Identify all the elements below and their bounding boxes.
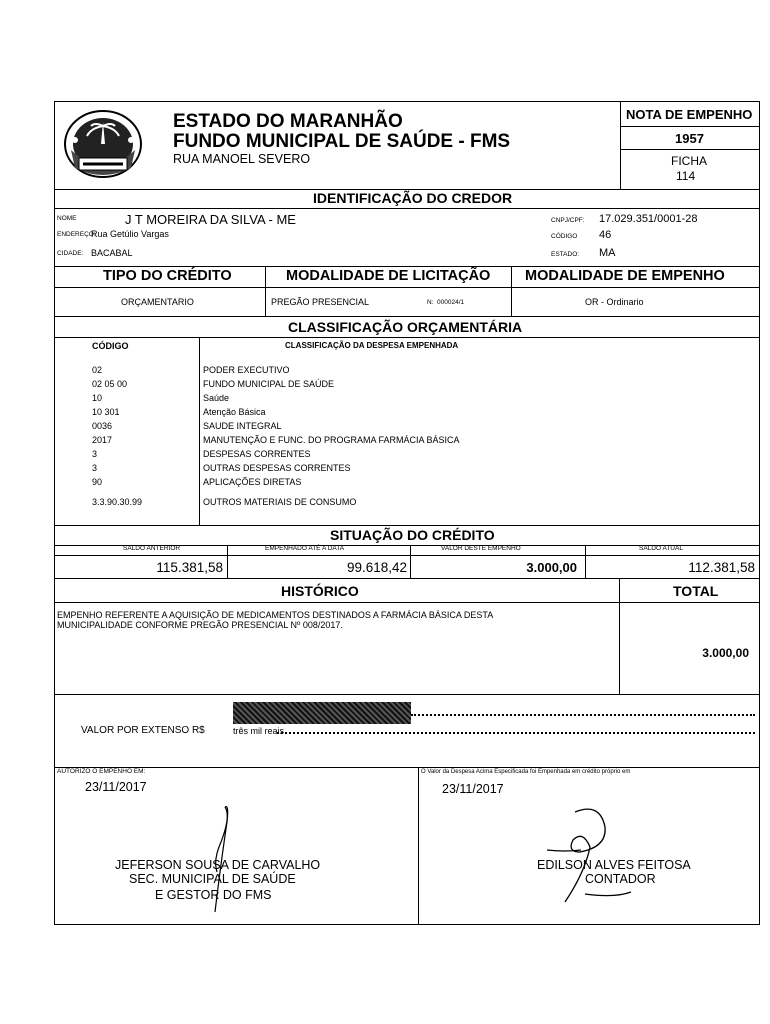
municipal-seal-icon <box>61 108 145 180</box>
commitment-title: MODALIDADE DE EMPENHO <box>525 268 725 284</box>
budget-desc: FUNDO MUNICIPAL DE SAÚDE <box>203 379 335 389</box>
city-label: CIDADE: <box>57 250 84 257</box>
budget-desc: Atenção Básica <box>203 407 266 417</box>
budget-code: 10 <box>92 393 103 403</box>
empenho-form <box>54 101 760 925</box>
budget-desc: SAUDE INTEGRAL <box>203 421 282 431</box>
total-title: TOTAL <box>673 583 719 599</box>
name-label: NOME <box>57 215 77 222</box>
budget-code: 0036 <box>92 421 113 431</box>
ficha-label: FICHA <box>671 154 707 168</box>
this-commitment-value: 3.000,00 <box>526 560 577 575</box>
budget-desc-header: CLASSIFICAÇÃO DA DESPESA EMPENHADA <box>285 341 459 350</box>
signer-2-role: CONTADOR <box>585 872 656 886</box>
signer-1-role-2: E GESTOR DO FMS <box>155 888 272 902</box>
budget-desc: APLICAÇÕES DIRETAS <box>203 477 302 487</box>
total-value: 3.000,00 <box>702 646 749 660</box>
bidding-number-label: N: <box>427 299 434 306</box>
budget-section-title: CLASSIFICAÇÃO ORÇAMENTÁRIA <box>288 319 523 335</box>
budget-desc: OUTROS MATERIAIS DE CONSUMO <box>203 497 357 507</box>
creditor-section-title: IDENTIFICAÇÃO DO CREDOR <box>313 190 513 206</box>
creditor-address: Rua Getúlio Vargas <box>91 229 169 239</box>
budget-desc: DESPESAS CORRENTES <box>203 449 311 459</box>
budget-desc: MANUTENÇÃO E FUNC. DO PROGRAMA FARMÁCIA BÁSICA <box>203 435 460 445</box>
bidding-value: PREGÃO PRESENCIAL <box>271 297 370 307</box>
budget-code: 02 05 00 <box>92 379 128 389</box>
this-value-label: VALOR DESTE EMPENHO <box>441 545 521 552</box>
budget-desc: PODER EXECUTIVO <box>203 365 290 375</box>
budget-code: 3.3.90.30.99 <box>92 497 143 507</box>
redaction-bar <box>233 702 411 724</box>
previous-balance-label: SALDO ANTERIOR <box>123 545 181 552</box>
ficha-number: 114 <box>676 169 696 183</box>
signature-2 <box>545 802 635 912</box>
credit-type-title: TIPO DO CRÉDITO <box>103 268 232 284</box>
budget-desc: Saúde <box>203 393 230 403</box>
budget-code: 2017 <box>92 435 113 445</box>
code-label: CÓDIGO <box>551 233 578 240</box>
credit-status-title: SITUAÇÃO DO CRÉDITO <box>330 527 495 543</box>
history-title: HISTÓRICO <box>281 583 359 599</box>
creditor-code: 46 <box>599 229 612 241</box>
authorized-label: AUTORIZO O EMPENHO EM: <box>57 768 146 775</box>
state-label: ESTADO: <box>551 251 580 258</box>
reserved-date: 23/11/2017 <box>442 782 504 796</box>
credit-type-value: ORÇAMENTARIO <box>121 297 194 307</box>
amount-words-label: VALOR POR EXTENSO R$ <box>81 725 205 736</box>
history-text-line-1: EMPENHO REFERENTE A AQUISIÇÃO DE MEDICAMENTOS DESTINADOS A FARMÁCIA BÁSICA DESTA <box>57 610 494 620</box>
history-text-line-2: MUNICIPALIDADE CONFORME PREGÃO PRESENCIAL Nº 008/2017. <box>57 620 343 630</box>
current-balance: 112.381,58 <box>688 560 755 575</box>
signer-1-name: JEFERSON SOUSA DE CARVALHO <box>115 858 321 872</box>
fund-title: FUNDO MUNICIPAL DE SAÚDE - FMS <box>173 131 511 152</box>
amount-words-value: três mil reais <box>233 726 285 736</box>
bidding-number: 000024/1 <box>437 299 465 306</box>
cnpj-label: CNPJ/CPF: <box>551 217 585 224</box>
creditor-cnpj: 17.029.351/0001-28 <box>599 213 698 225</box>
creditor-city: BACABAL <box>91 248 133 258</box>
budget-code: 3 <box>92 463 98 473</box>
doc-type: NOTA DE EMPENHO <box>626 107 753 122</box>
committed-value: 99.618,42 <box>346 560 407 575</box>
signer-2-name: EDILSON ALVES FEITOSA <box>537 858 691 872</box>
state-title: ESTADO DO MARANHÃO <box>173 111 403 132</box>
budget-desc: OUTRAS DESPESAS CORRENTES <box>203 463 351 473</box>
committed-label: EMPENHADO ATÉ A DATA <box>265 545 345 552</box>
reserved-label: O Valor da Despesa Acima Especificada foi Empenhada em crédito próprio em <box>421 769 631 775</box>
budget-code: 02 <box>92 365 103 375</box>
budget-code: 10 301 <box>92 407 120 417</box>
doc-number: 1957 <box>675 131 704 146</box>
budget-code-header: CÓDIGO <box>92 341 129 351</box>
creditor-name: J T MOREIRA DA SILVA - ME <box>125 212 296 227</box>
commitment-value: OR - Ordinario <box>585 297 644 307</box>
address-label: ENDEREÇO: <box>57 231 96 238</box>
previous-balance: 115.381,58 <box>156 560 223 575</box>
fund-address: RUA MANOEL SEVERO <box>173 152 311 166</box>
budget-code: 3 <box>92 449 98 459</box>
budget-code: 90 <box>92 477 103 487</box>
signer-1-role: SEC. MUNICIPAL DE SAÚDE <box>129 872 296 886</box>
authorized-date: 23/11/2017 <box>85 780 147 794</box>
bidding-title: MODALIDADE DE LICITAÇÃO <box>286 268 491 284</box>
current-balance-label: SALDO ATUAL <box>639 545 683 552</box>
creditor-state: MA <box>599 247 616 259</box>
